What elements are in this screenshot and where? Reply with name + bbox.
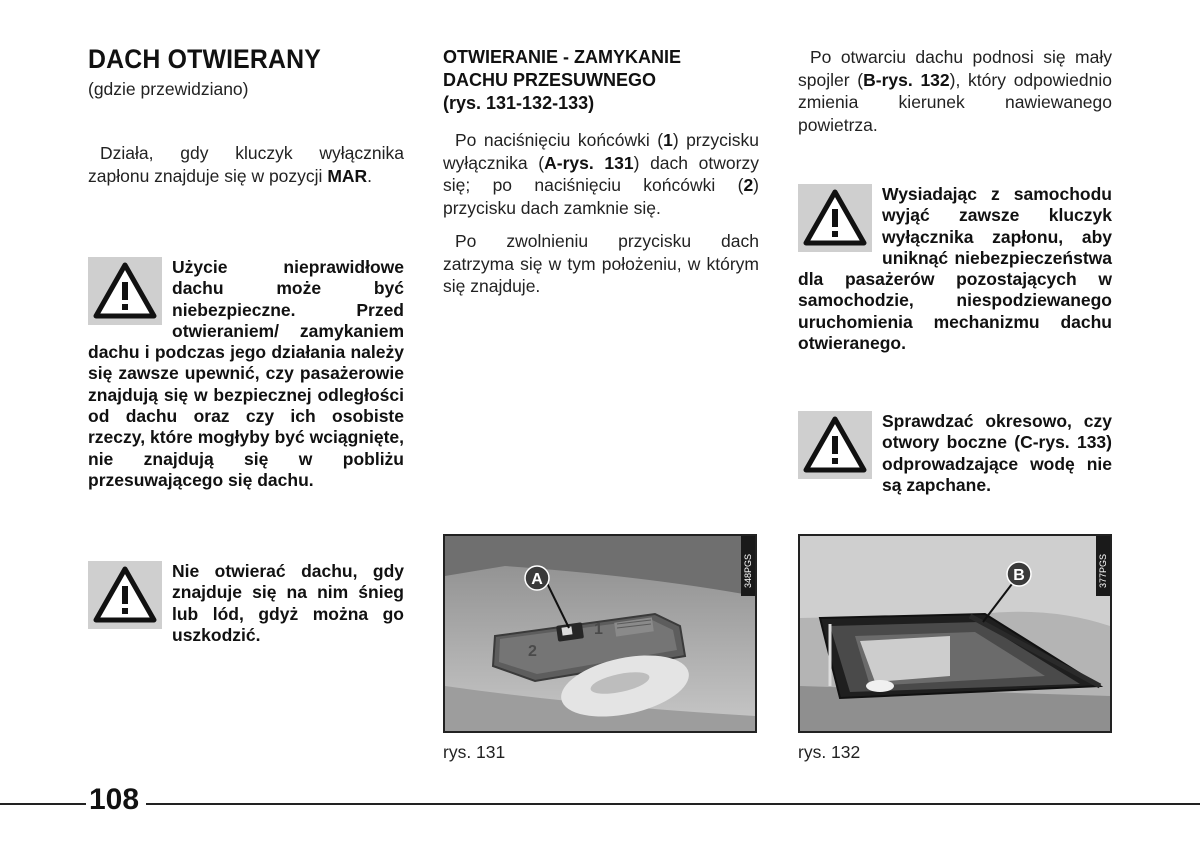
intro-paragraph: Działa, gdy kluczyk wyłącznika zapłonu znajduje się w pozycji MAR. bbox=[88, 143, 404, 186]
figure-132-caption: rys. 132 bbox=[798, 742, 861, 762]
page-number: 108 bbox=[89, 783, 140, 816]
figure-code: 377PGS bbox=[1098, 553, 1108, 588]
warning-triangle-icon bbox=[88, 561, 162, 629]
warning-triangle-icon bbox=[88, 257, 162, 325]
paragraph-operation: Po naciśnięciu końcówki (1) przycisku wyłącznika (A-rys. 131) dach otworzy się; po naciśnięciu końcówki (2) przycisku dach zamknie się. bbox=[443, 130, 759, 218]
warning-drains bbox=[798, 411, 1112, 496]
callout-b-label: B bbox=[1013, 567, 1025, 584]
warning-snow bbox=[88, 561, 404, 646]
warning-text: Nie otwierać dachu, gdy znajduje się na nim śnieg lub lód, gdyż można go uszkodzić. bbox=[172, 561, 404, 645]
warning-text: Użycie nieprawidłowe dachu może być niebezpieczne. Przed otwieraniem/ zamykaniem dachu i podczas jego działania należy się zawsze upewnić, czy pasażerowie znajdują się w bezpiecznej odległości od dachu oraz czy ich osobiste rzeczy, które mogłyby być wciągnięte, nie znajdują się w pobliżu przesuwającego się dachu. bbox=[88, 257, 404, 490]
section-title: OTWIERANIE - ZAMYKANIE DACHU PRZESUWNEGO (rys. 131-132-133) bbox=[443, 47, 681, 113]
figure-131-photo bbox=[443, 534, 757, 733]
figure-132-photo bbox=[798, 534, 1112, 733]
warning-text: Sprawdzać okresowo, czy otwory boczne (C-rys. 133) odprowadzające wodę nie są zapchane. bbox=[882, 411, 1112, 495]
warning-key bbox=[798, 184, 1112, 354]
warning-triangle-icon bbox=[798, 184, 872, 252]
figure-code: 348PGS bbox=[743, 553, 753, 588]
page-title: DACH OTWIERANY bbox=[88, 44, 322, 74]
label-1: 1 bbox=[594, 621, 603, 638]
warning-misuse bbox=[88, 257, 404, 491]
callout-a-label: A bbox=[531, 571, 543, 588]
footer-rule-right bbox=[146, 803, 1200, 805]
label-2: 2 bbox=[528, 643, 537, 660]
warning-triangle-icon bbox=[798, 411, 872, 479]
paragraph-spoiler: Po otwarciu dachu podnosi się mały spojler (B-rys. 132), który odpowiednio zmienia kierunek nawiewanego powietrza. bbox=[798, 47, 1112, 135]
figure-131-caption: rys. 131 bbox=[443, 742, 506, 762]
footer-rule-left bbox=[0, 803, 86, 805]
paragraph-release: Po zwolnieniu przycisku dach zatrzyma się w tym położeniu, w którym się znajduje. bbox=[443, 231, 759, 296]
page-subtitle: (gdzie przewidziano) bbox=[88, 79, 249, 99]
warning-text: Wysiadając z samochodu wyjąć zawsze kluczyk wyłącznika zapłonu, aby uniknąć niebezpieczeństwa dla pasażerów pozostających w samochodzie, niespodziewanego uruchomienia mechanizmu dachu otwieranego. bbox=[798, 184, 1112, 354]
